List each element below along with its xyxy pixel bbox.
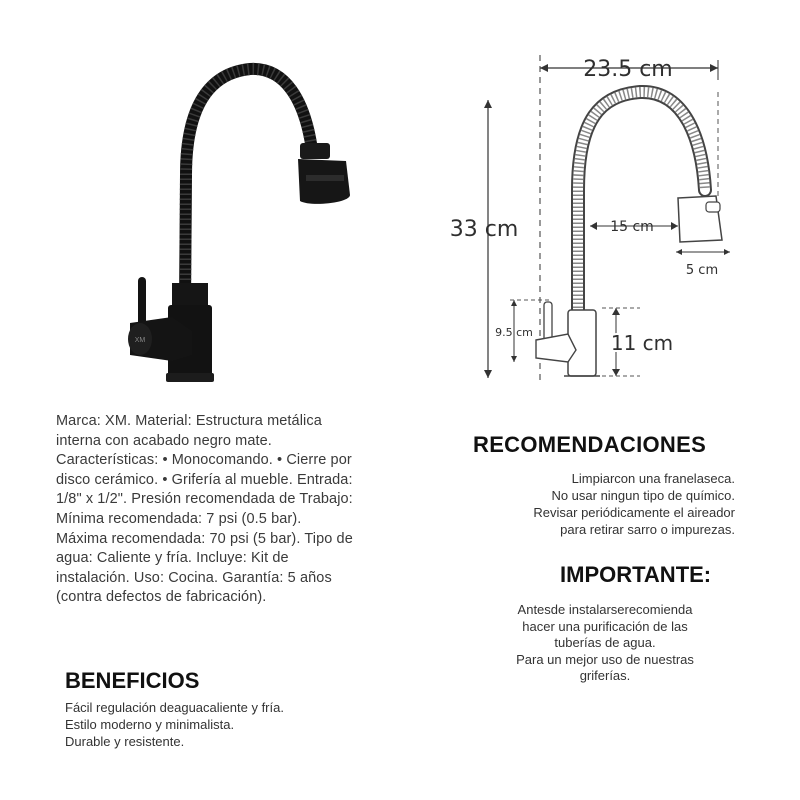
importante-title: IMPORTANTE: — [560, 562, 712, 587]
beneficios-title: BENEFICIOS — [65, 668, 200, 693]
list-item: Fácil regulación deaguacaliente y fría. — [65, 700, 284, 715]
beneficios-list — [65, 699, 284, 750]
base-label: 11 cm — [610, 331, 674, 355]
head-label: 5 cm — [685, 263, 719, 278]
recomendaciones-list — [440, 470, 735, 538]
list-item: Estilo moderno y minimalista. — [65, 717, 235, 732]
list-item: para retirar sarro o impurezas. — [560, 522, 735, 537]
handle-label: 9.5 cm — [495, 326, 533, 339]
list-item: tuberías de agua. — [554, 635, 656, 650]
list-item: Para un mejor uso de nuestras — [516, 651, 694, 667]
list-item: griferías. — [579, 668, 631, 683]
reach-label: 15 cm — [610, 219, 654, 235]
importante-list — [470, 602, 740, 685]
logo-text: XM — [134, 337, 146, 344]
list-item: No usar ningun tipo de químico. — [551, 488, 735, 503]
list-item: Durable y resistente. — [65, 734, 185, 749]
list-item: Antesde instalarserecomienda — [517, 602, 693, 617]
list-item: Limpiarcon una franelaseca. — [571, 471, 735, 486]
height-label: 33 cm — [449, 217, 519, 242]
faucet-photo — [100, 55, 360, 390]
recomendaciones-title: RECOMENDACIONES — [473, 432, 707, 457]
product-description: Marca: XM. Material: Estructura metálica interna con acabado negro mate. Características: • Monocomando. • Cierre por disco cerámico. • Grifería al mueble. Entrada: 1/8" x 1/2". Presión recomendada de Trabajo: Mínima recomendada: 7 psi (0.5 bar). Máxima recomendada: 70 psi (5 bar). Tipo de agua: Caliente y fría. Incluye: Kit de instalación. Uso: Cocina. Garantía: 5 años (contra defectos de fabricación). — [56, 413, 353, 606]
dimensions-diagram — [440, 50, 760, 390]
width-label: 23.5 cm — [583, 57, 673, 82]
list-item: Revisar periódicamente el aireador — [533, 505, 735, 520]
list-item: hacer una purificación de las — [522, 618, 688, 634]
